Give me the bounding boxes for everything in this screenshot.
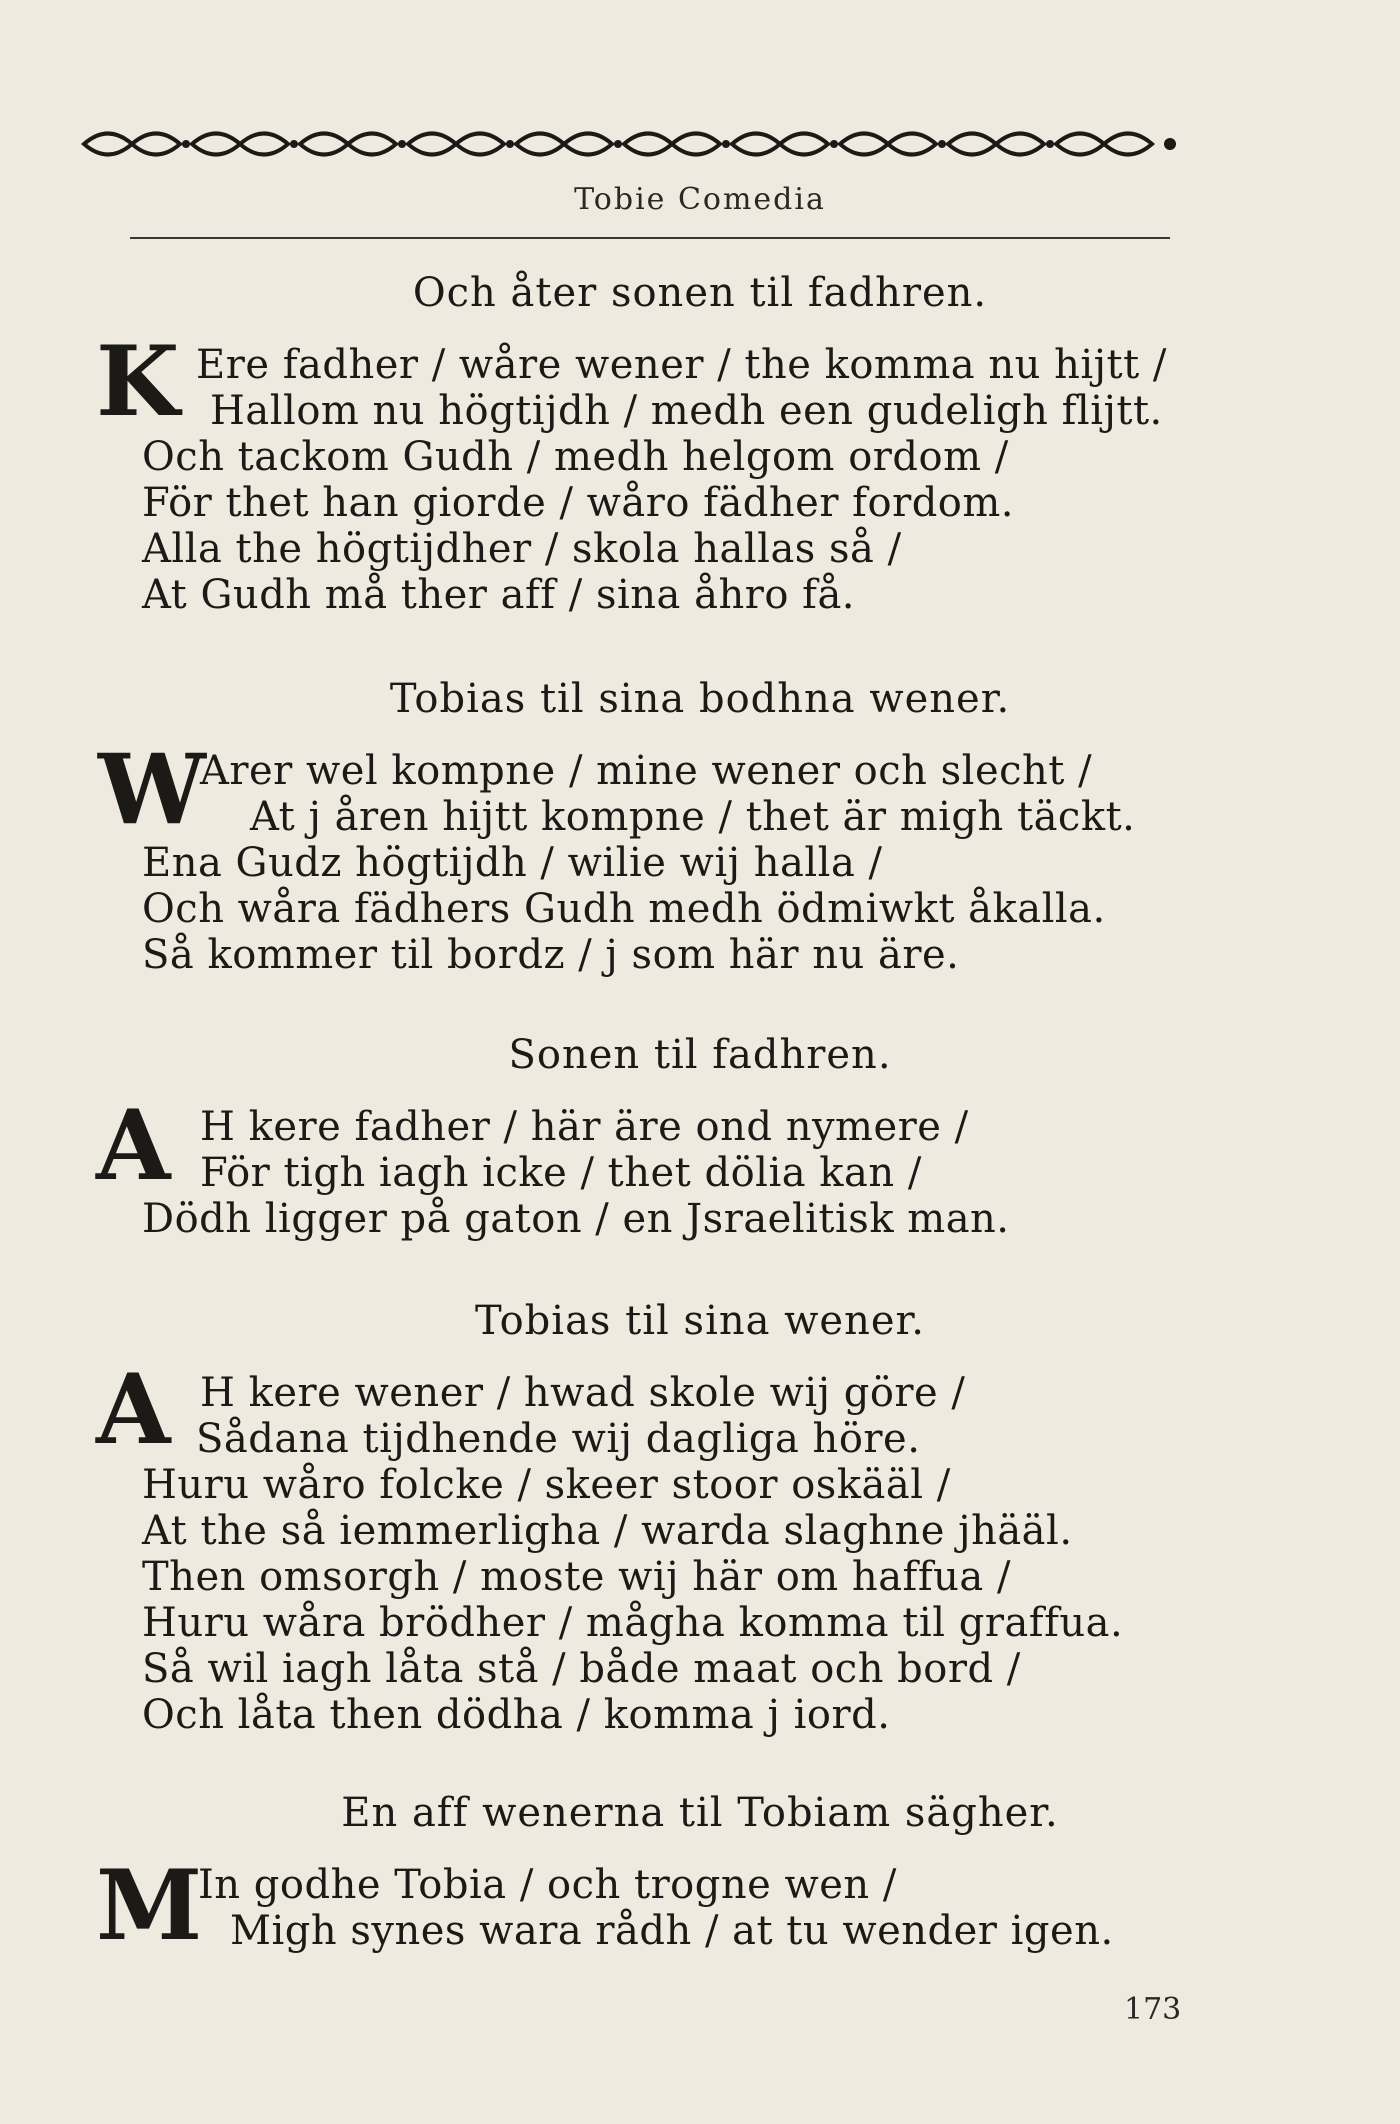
verse-line: Sådana tijdhende wij dagliga höre.	[196, 1416, 921, 1462]
verse-line: Och låta then dödha / komma j iord.	[142, 1692, 891, 1738]
section-heading: Och åter sonen til fadhren.	[412, 270, 988, 316]
section-heading: En aff wenerna til Tobiam sägher.	[341, 1790, 1059, 1836]
verse-line: H kere fadher / här äre ond nymere /	[200, 1104, 969, 1150]
verse-line: Arer wel kompne / mine wener och slecht /	[200, 748, 1093, 794]
verse-line: Migh synes wara rådh / at tu wender igen.	[230, 1908, 1114, 1954]
verse-line: At j åren hijtt kompne / thet är migh täckt.	[250, 794, 1136, 840]
verse-line: Hallom nu högtijdh / medh een gudeligh flijtt.	[210, 388, 1163, 434]
verse-line: At the så iemmerligha / warda slaghne jhääl.	[142, 1508, 1073, 1554]
drop-initial: K	[96, 325, 180, 438]
section-heading: Tobias til sina bodhna wener.	[389, 676, 1011, 722]
verse-line: Alla the högtijdher / skola hallas så /	[142, 526, 902, 572]
verse-line: Huru wåra brödher / mågha komma til graffua.	[142, 1600, 1124, 1646]
header-rule	[130, 237, 1170, 239]
page-number: 173	[1124, 1992, 1182, 2027]
verse-line: Så wil iagh låta stå / både maat och bord /	[142, 1646, 1021, 1692]
ornamental-border	[80, 128, 1184, 160]
section-heading: Sonen til fadhren.	[508, 1032, 892, 1078]
verse-line: För thet han giorde / wåro fädher fordom.	[142, 480, 1015, 526]
verse-line: Ere fadher / wåre wener / the komma nu hijtt /	[196, 342, 1167, 388]
running-title: Tobie Comedia	[574, 182, 826, 217]
verse-line: Then omsorgh / moste wij här om haffua /	[142, 1554, 1011, 1600]
verse-line: Dödh ligger på gaton / en Jsraelitisk man.	[142, 1196, 1010, 1242]
drop-initial: A	[96, 1353, 171, 1466]
verse-line: Ena Gudz högtijdh / wilie wij halla /	[142, 840, 883, 886]
verse-line: In godhe Tobia / och trogne wen /	[198, 1862, 897, 1908]
verse-line: För tigh iagh icke / thet dölia kan /	[200, 1150, 922, 1196]
drop-initial: A	[96, 1089, 171, 1202]
verse-line: At Gudh må ther aff / sina åhro få.	[142, 572, 856, 618]
verse-line: Huru wåro folcke / skeer stoor oskääl /	[142, 1462, 951, 1508]
drop-initial: M	[96, 1849, 203, 1962]
verse-line: H kere wener / hwad skole wij göre /	[200, 1370, 966, 1416]
verse-line: Och wåra fädhers Gudh medh ödmiwkt åkalla.	[142, 886, 1106, 932]
drop-initial: W	[98, 733, 206, 846]
verse-line: Och tackom Gudh / medh helgom ordom /	[142, 434, 1009, 480]
verse-line: Så kommer til bordz / j som här nu äre.	[142, 932, 960, 978]
section-heading: Tobias til sina wener.	[475, 1298, 925, 1344]
